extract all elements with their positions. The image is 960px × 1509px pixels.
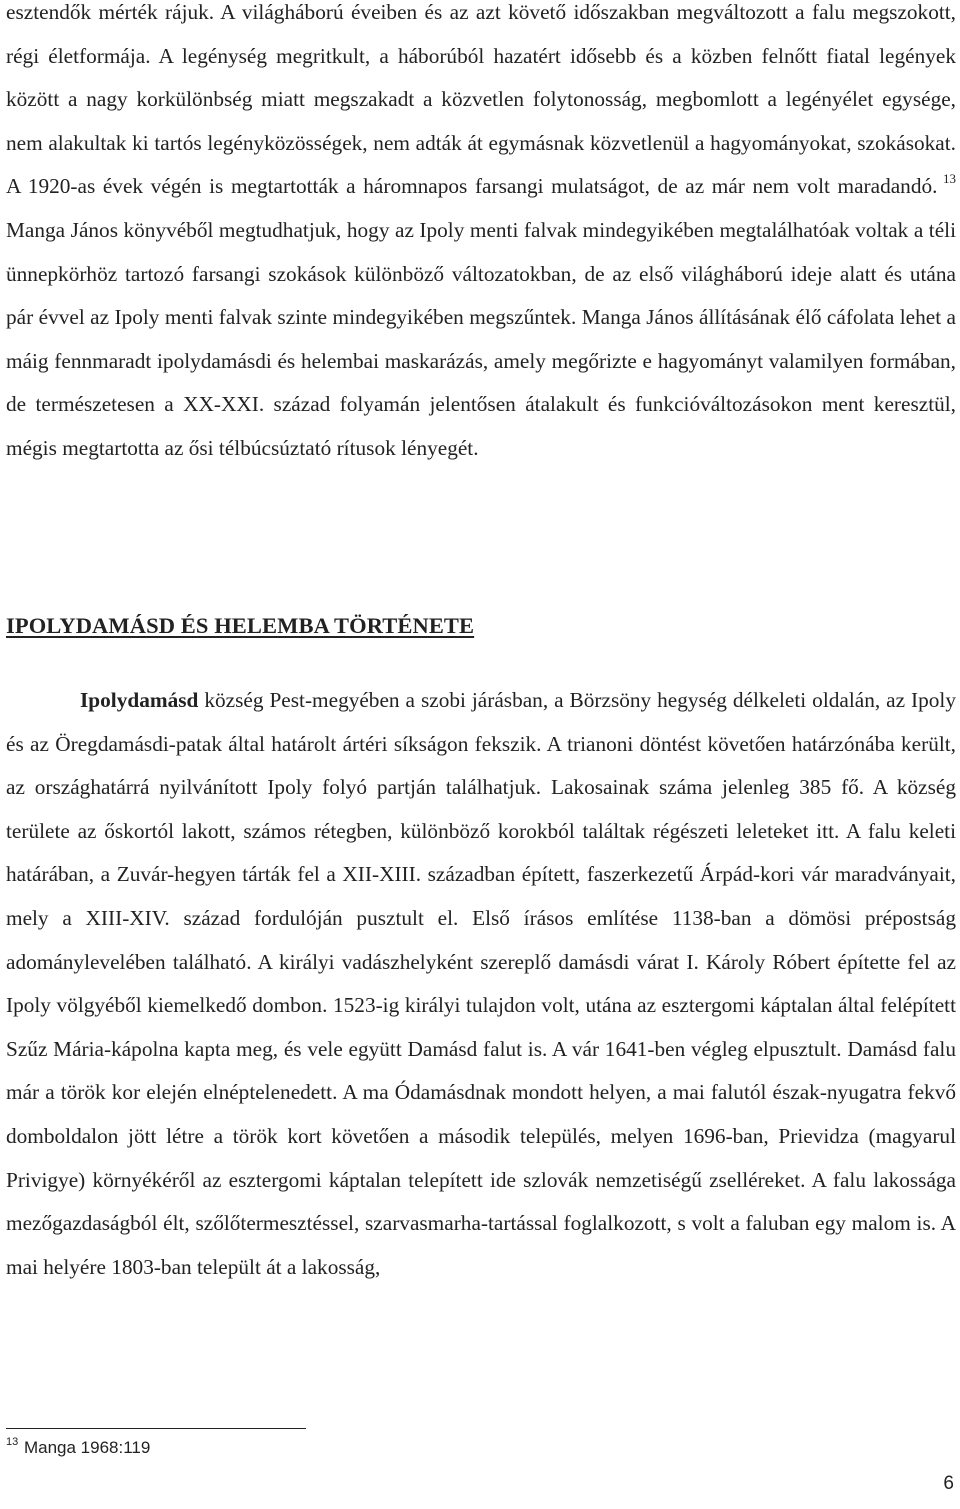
footnote-reference[interactable]: 13 [943, 171, 956, 187]
footnote [6, 1436, 150, 1460]
footnote-number: 13 [6, 1436, 19, 1448]
paragraph-text: esztendők mérték rájuk. A világháború éveiben és az azt követő időszakban megváltozott a falu megszokott, régi életformája. A legénység megritkult, a háborúból hazatért idősebb és a közben felnőtt fiatal legények között a nagy korkülönbség miatt megszakadt a közvetlen folytonosság, megbomlott a legényélet egysége, nem alakultak ki tartós legényközösségek, nem adták át egymásnak közvetlenül a hagyományokat, szokásokat. A 1920-as évek végén is megtartották a háromnapos farsangi mulatságot, de az már nem volt maradandó. [6, 0, 956, 199]
paragraph-text: község Pest-megyében a szobi járásban, a Börzsöny hegység délkeleti oldalán, az Ipoly és az Öregdamásdi-patak által határolt ártéri síkságon fekszik. A trianoni döntést követően határzónába került, az országhatárrá nyilvánított Ipoly folyó partján találhatjuk. Lakosainak száma jelenleg 385 fő. A község területe az őskortól lakott, számos rétegben, különböző korokból találtak régészeti leleteket itt. A falu keleti határában, a Zuvár-hegyen tárták fel a XII-XIII. században épített, faszerkezetű Árpád-kori vár maradványait, mely a XIII-XIV. század fordulóján pusztult el. Első írásos említése 1138-ban a dömösi prépostság adománylevelében található. A királyi vadászhelyként szereplő damásdi várat I. Károly Róbert építette fel az Ipoly völgyéből kiemelkedő dombon. 1523-ig királyi tulajdon volt, utána az esztergomi káptalan által felépített Szűz Mária-kápolna kapta meg, és vele együtt Damásd falut is. A vár 1641-ben végleg elpusztult. Damásd falu már a török kor elején elnéptelenedett. A ma Ódamásdnak mondott helyen, a mai falutól észak-nyugatra fekvő domboldalon jött létre a török kort követően a második település, melyen 1696-ban, Prievidza (magyarul Privigye) környékéről az esztergomi káptalan telepített ide szlovák nemzetiségű zselléreket. A falu lakossága mezőgazdaságból élt, szőlőtermesztéssel, szarvasmarha-tartással foglalkozott, s volt a faluban egy malom is. A mai helyére 1803-ban települt át a lakosság, [6, 688, 956, 1279]
body-paragraph [6, 679, 956, 1289]
body-paragraph [6, 0, 956, 471]
footnote-separator [6, 1428, 306, 1429]
page-number: 6 [943, 1473, 954, 1494]
footnote-text: Manga 1968:119 [23, 1438, 151, 1457]
paragraph-text-continued: Manga János könyvéből megtudhatjuk, hogy az Ipoly menti falvak mindegyikében megtalálhatóak voltak a téli ünnepkörhöz tartozó farsangi szokások különböző változatokban, de az első világháború ideje alatt és utána pár évvel az Ipoly menti falvak szinte mindegyikében megszűntek. Manga János állításának élő cáfolata lehet a máig fennmaradt ipolydamásdi és helembai maskarázás, amely megőrizte e hagyományt valamilyen formában, de természetesen a XX-XXI. század folyamán jelentősen átalakult és funkcióváltozásokon ment keresztül, mégis megtartotta az ősi télbúcsúztató rítusok lényegét. [6, 217, 956, 460]
bold-lead-term: Ipolydamásd [80, 688, 199, 712]
section-heading: IPOLYDAMÁSD ÉS HELEMBA TÖRTÉNETE [6, 613, 475, 638]
